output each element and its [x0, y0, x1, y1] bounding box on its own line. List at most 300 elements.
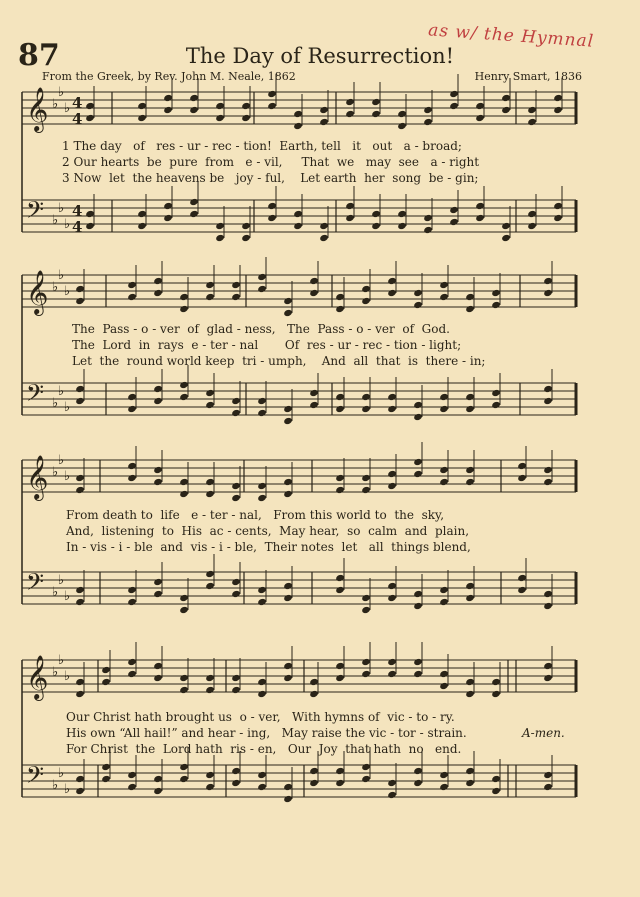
hymn-title: The Day of Resurrection! [185, 44, 455, 68]
note-head [189, 94, 199, 102]
note-head [137, 114, 147, 122]
note-head [101, 678, 111, 686]
note-head [101, 666, 111, 674]
note-head [189, 198, 199, 206]
note-head [257, 285, 267, 293]
note-head [75, 690, 85, 698]
note-head [85, 114, 95, 122]
flat-icon: ♭ [58, 573, 65, 588]
note-head [293, 222, 303, 230]
note-head [361, 393, 371, 401]
note-head [387, 658, 397, 666]
note-head [491, 690, 501, 698]
note-head [309, 690, 319, 698]
flat-icon: ♭ [64, 284, 71, 299]
note-head [371, 210, 381, 218]
note-head [387, 670, 397, 678]
note-head [465, 478, 475, 486]
note-head [543, 674, 553, 682]
note-head [127, 393, 137, 401]
handwritten-note: as w/ the Hymnal [427, 20, 595, 52]
note-head [491, 775, 501, 783]
note-head [241, 102, 251, 110]
note-head [127, 462, 137, 470]
note-head [413, 301, 423, 309]
note-head [179, 686, 189, 694]
note-head [387, 393, 397, 401]
note-head [345, 110, 355, 118]
bass-clef-icon: 𝄢 [26, 196, 45, 229]
note-head [231, 482, 241, 490]
note-head [527, 118, 537, 126]
note-head [85, 102, 95, 110]
note-head [491, 787, 501, 795]
note-head [439, 783, 449, 791]
time-signature: 4 [72, 218, 83, 236]
note-head [501, 234, 511, 242]
note-head [179, 305, 189, 313]
note-head [205, 582, 215, 590]
lyric-line: The Pass - o - ver of glad - ness, The Pass - o - ver of God. [72, 322, 450, 336]
flat-icon: ♭ [58, 653, 65, 668]
note-head [215, 222, 225, 230]
note-head [101, 775, 111, 783]
flat-icon: ♭ [58, 201, 65, 216]
note-head [465, 594, 475, 602]
note-head [179, 478, 189, 486]
note-head [465, 678, 475, 686]
note-head [283, 783, 293, 791]
note-head [179, 775, 189, 783]
note-head [491, 401, 501, 409]
amen-label: A-men. [522, 726, 565, 740]
note-head [153, 478, 163, 486]
note-head [127, 598, 137, 606]
note-head [257, 678, 267, 686]
note-head [413, 658, 423, 666]
note-head [189, 106, 199, 114]
note-head [543, 590, 553, 598]
note-head [387, 594, 397, 602]
note-head [101, 763, 111, 771]
note-head [465, 293, 475, 301]
note-head [335, 662, 345, 670]
note-head [335, 405, 345, 413]
note-head [127, 783, 137, 791]
note-head [465, 305, 475, 313]
bass-clef-icon: 𝄢 [26, 761, 45, 794]
note-head [179, 763, 189, 771]
note-head [413, 458, 423, 466]
note-head [449, 102, 459, 110]
note-head [439, 478, 449, 486]
note-head [153, 775, 163, 783]
note-head [439, 771, 449, 779]
note-head [257, 783, 267, 791]
treble-clef-icon: 𝄞 [26, 455, 49, 499]
note-head [387, 482, 397, 490]
note-head [257, 409, 267, 417]
note-head [153, 277, 163, 285]
note-head [397, 110, 407, 118]
note-head [231, 293, 241, 301]
note-head [439, 598, 449, 606]
note-head [413, 590, 423, 598]
note-head [179, 606, 189, 614]
flat-icon: ♭ [52, 585, 59, 600]
note-head [283, 297, 293, 305]
note-head [75, 385, 85, 393]
note-head [439, 393, 449, 401]
flat-icon: ♭ [64, 469, 71, 484]
note-head [179, 490, 189, 498]
note-head [517, 462, 527, 470]
note-head [361, 658, 371, 666]
lyric-line: The Lord in rays e - ter - nal Of res - ur - rec - tion - light; [72, 338, 462, 352]
note-head [257, 397, 267, 405]
note-head [413, 602, 423, 610]
note-head [361, 285, 371, 293]
flat-icon: ♭ [58, 384, 65, 399]
treble-clef-icon: 𝄞 [26, 87, 49, 131]
note-head [439, 281, 449, 289]
note-head [319, 106, 329, 114]
note-head [543, 783, 553, 791]
music-credit: Henry Smart, 1836 [474, 70, 582, 83]
note-head [361, 486, 371, 494]
note-head [153, 289, 163, 297]
flat-icon: ♭ [52, 465, 59, 480]
note-head [309, 401, 319, 409]
note-head [491, 301, 501, 309]
note-head [491, 678, 501, 686]
note-head [361, 297, 371, 305]
note-head [413, 413, 423, 421]
note-head [335, 586, 345, 594]
flat-icon: ♭ [52, 665, 59, 680]
note-head [137, 222, 147, 230]
hymn-number: 87 [18, 38, 60, 73]
note-head [475, 202, 485, 210]
note-head [75, 678, 85, 686]
note-head [475, 214, 485, 222]
note-head [293, 122, 303, 130]
note-head [137, 210, 147, 218]
note-head [257, 598, 267, 606]
note-head [179, 381, 189, 389]
note-head [127, 474, 137, 482]
note-head [163, 94, 173, 102]
lyric-line: 3 Now let the heavens be joy - ful, Let earth her song be - gin; [62, 171, 479, 185]
flat-icon: ♭ [52, 97, 59, 112]
note-head [465, 405, 475, 413]
note-head [465, 767, 475, 775]
note-head [153, 397, 163, 405]
note-head [439, 405, 449, 413]
note-head [75, 787, 85, 795]
note-head [553, 202, 563, 210]
note-head [397, 222, 407, 230]
note-head [231, 281, 241, 289]
note-head [75, 486, 85, 494]
note-head [543, 385, 553, 393]
note-head [335, 574, 345, 582]
note-head [475, 114, 485, 122]
note-head [241, 114, 251, 122]
note-head [449, 206, 459, 214]
flat-icon: ♭ [58, 85, 65, 100]
note-head [257, 586, 267, 594]
note-head [397, 122, 407, 130]
note-head [439, 682, 449, 690]
treble-clef-icon: 𝄞 [26, 655, 49, 699]
note-head [283, 594, 293, 602]
flat-icon: ♭ [64, 669, 71, 684]
note-head [527, 106, 537, 114]
note-head [163, 214, 173, 222]
note-head [465, 690, 475, 698]
note-head [153, 385, 163, 393]
note-head [361, 594, 371, 602]
note-head [335, 293, 345, 301]
note-head [449, 218, 459, 226]
note-head [361, 474, 371, 482]
flat-icon: ♭ [58, 268, 65, 283]
note-head [231, 779, 241, 787]
note-head [153, 787, 163, 795]
note-head [553, 106, 563, 114]
note-head [153, 466, 163, 474]
flat-icon: ♭ [52, 213, 59, 228]
note-head [283, 490, 293, 498]
text-credit: From the Greek, by Rev. John M. Neale, 1862 [42, 70, 296, 83]
note-head [127, 670, 137, 678]
note-head [413, 289, 423, 297]
note-head [387, 470, 397, 478]
flat-icon: ♭ [52, 396, 59, 411]
note-head [413, 470, 423, 478]
note-head [75, 297, 85, 305]
note-head [553, 94, 563, 102]
note-head [439, 293, 449, 301]
note-head [179, 674, 189, 682]
note-head [543, 602, 553, 610]
note-head [423, 214, 433, 222]
note-head [335, 393, 345, 401]
note-head [205, 478, 215, 486]
note-head [543, 662, 553, 670]
time-signature: 4 [72, 202, 83, 220]
note-head [215, 234, 225, 242]
note-head [283, 309, 293, 317]
lyric-line: In - vis - i - ble and vis - i - ble, Their notes let all things blend, [66, 540, 471, 554]
note-head [361, 763, 371, 771]
note-head [413, 779, 423, 787]
note-head [543, 277, 553, 285]
note-head [413, 401, 423, 409]
note-head [267, 202, 277, 210]
note-head [231, 578, 241, 586]
time-signature: 4 [72, 110, 83, 128]
note-head [475, 102, 485, 110]
note-head [231, 686, 241, 694]
note-head [501, 222, 511, 230]
note-head [127, 586, 137, 594]
flat-icon: ♭ [58, 453, 65, 468]
note-head [397, 210, 407, 218]
note-head [387, 405, 397, 413]
note-head [335, 767, 345, 775]
note-head [85, 210, 95, 218]
note-head [283, 478, 293, 486]
note-head [257, 690, 267, 698]
note-head [335, 474, 345, 482]
lyric-line: 1 The day of res - ur - rec - tion! Earth, tell it out a - broad; [62, 139, 462, 153]
note-head [215, 114, 225, 122]
note-head [283, 417, 293, 425]
note-head [179, 293, 189, 301]
flat-icon: ♭ [64, 400, 71, 415]
note-head [127, 771, 137, 779]
note-head [335, 674, 345, 682]
note-head [335, 305, 345, 313]
note-head [163, 106, 173, 114]
treble-clef-icon: 𝄞 [26, 270, 49, 314]
note-head [413, 670, 423, 678]
note-head [439, 466, 449, 474]
lyric-line: And, listening to His ac - cents, May hear, so calm and plain, [66, 524, 470, 538]
note-head [153, 590, 163, 598]
note-head [423, 106, 433, 114]
note-head [75, 586, 85, 594]
note-head [205, 783, 215, 791]
flat-icon: ♭ [52, 778, 59, 793]
note-head [205, 281, 215, 289]
note-head [257, 482, 267, 490]
note-head [387, 791, 397, 799]
note-head [319, 118, 329, 126]
note-head [283, 674, 293, 682]
note-head [75, 397, 85, 405]
note-head [517, 474, 527, 482]
note-head [465, 582, 475, 590]
note-head [543, 466, 553, 474]
note-head [491, 289, 501, 297]
note-head [153, 674, 163, 682]
note-head [127, 658, 137, 666]
flat-icon: ♭ [64, 101, 71, 116]
note-head [257, 273, 267, 281]
note-head [75, 285, 85, 293]
note-head [75, 775, 85, 783]
note-head [241, 222, 251, 230]
note-head [517, 586, 527, 594]
note-head [309, 277, 319, 285]
note-head [335, 779, 345, 787]
flat-icon: ♭ [58, 766, 65, 781]
note-head [319, 234, 329, 242]
note-head [309, 779, 319, 787]
note-head [179, 594, 189, 602]
note-head [205, 293, 215, 301]
note-head [371, 98, 381, 106]
lyric-line: 2 Our hearts be pure from e - vil, That we may see a - right [62, 155, 480, 169]
note-head [231, 590, 241, 598]
note-head [267, 214, 277, 222]
note-head [309, 767, 319, 775]
flat-icon: ♭ [64, 217, 71, 232]
note-head [361, 606, 371, 614]
note-head [205, 771, 215, 779]
note-head [231, 409, 241, 417]
note-head [75, 474, 85, 482]
note-head [527, 210, 537, 218]
note-head [491, 389, 501, 397]
note-head [283, 662, 293, 670]
note-head [361, 670, 371, 678]
note-head [205, 389, 215, 397]
note-head [517, 574, 527, 582]
note-head [267, 90, 277, 98]
note-head [231, 767, 241, 775]
note-head [371, 110, 381, 118]
note-head [439, 670, 449, 678]
bass-clef-icon: 𝄢 [26, 568, 45, 601]
lyric-line: His own “All hail!” and hear - ing, May raise the vic - tor - strain. [66, 726, 467, 740]
note-head [387, 582, 397, 590]
note-head [465, 393, 475, 401]
note-head [439, 586, 449, 594]
note-head [465, 779, 475, 787]
note-head [179, 393, 189, 401]
note-head [553, 214, 563, 222]
note-head [205, 401, 215, 409]
note-head [205, 490, 215, 498]
note-head [75, 598, 85, 606]
note-head [449, 90, 459, 98]
note-head [501, 106, 511, 114]
note-head [543, 289, 553, 297]
note-head [283, 405, 293, 413]
note-head [267, 102, 277, 110]
note-head [387, 289, 397, 297]
note-head [465, 466, 475, 474]
note-head [85, 222, 95, 230]
note-head [309, 389, 319, 397]
note-head [361, 775, 371, 783]
note-head [231, 494, 241, 502]
note-head [241, 234, 251, 242]
note-head [423, 118, 433, 126]
note-head [543, 771, 553, 779]
note-head [309, 289, 319, 297]
lyric-line: Let the round world keep tri - umph, And all that is there - in; [72, 354, 486, 368]
flat-icon: ♭ [52, 280, 59, 295]
lyric-line: Our Christ hath brought us o - ver, With hymns of vic - to - ry. [66, 710, 455, 724]
note-head [231, 397, 241, 405]
note-head [189, 210, 199, 218]
flat-icon: ♭ [64, 589, 71, 604]
note-head [153, 578, 163, 586]
note-head [387, 779, 397, 787]
note-head [361, 405, 371, 413]
note-head [205, 674, 215, 682]
note-head [527, 222, 537, 230]
note-head [137, 102, 147, 110]
note-head [153, 662, 163, 670]
note-head [127, 281, 137, 289]
note-head [257, 494, 267, 502]
